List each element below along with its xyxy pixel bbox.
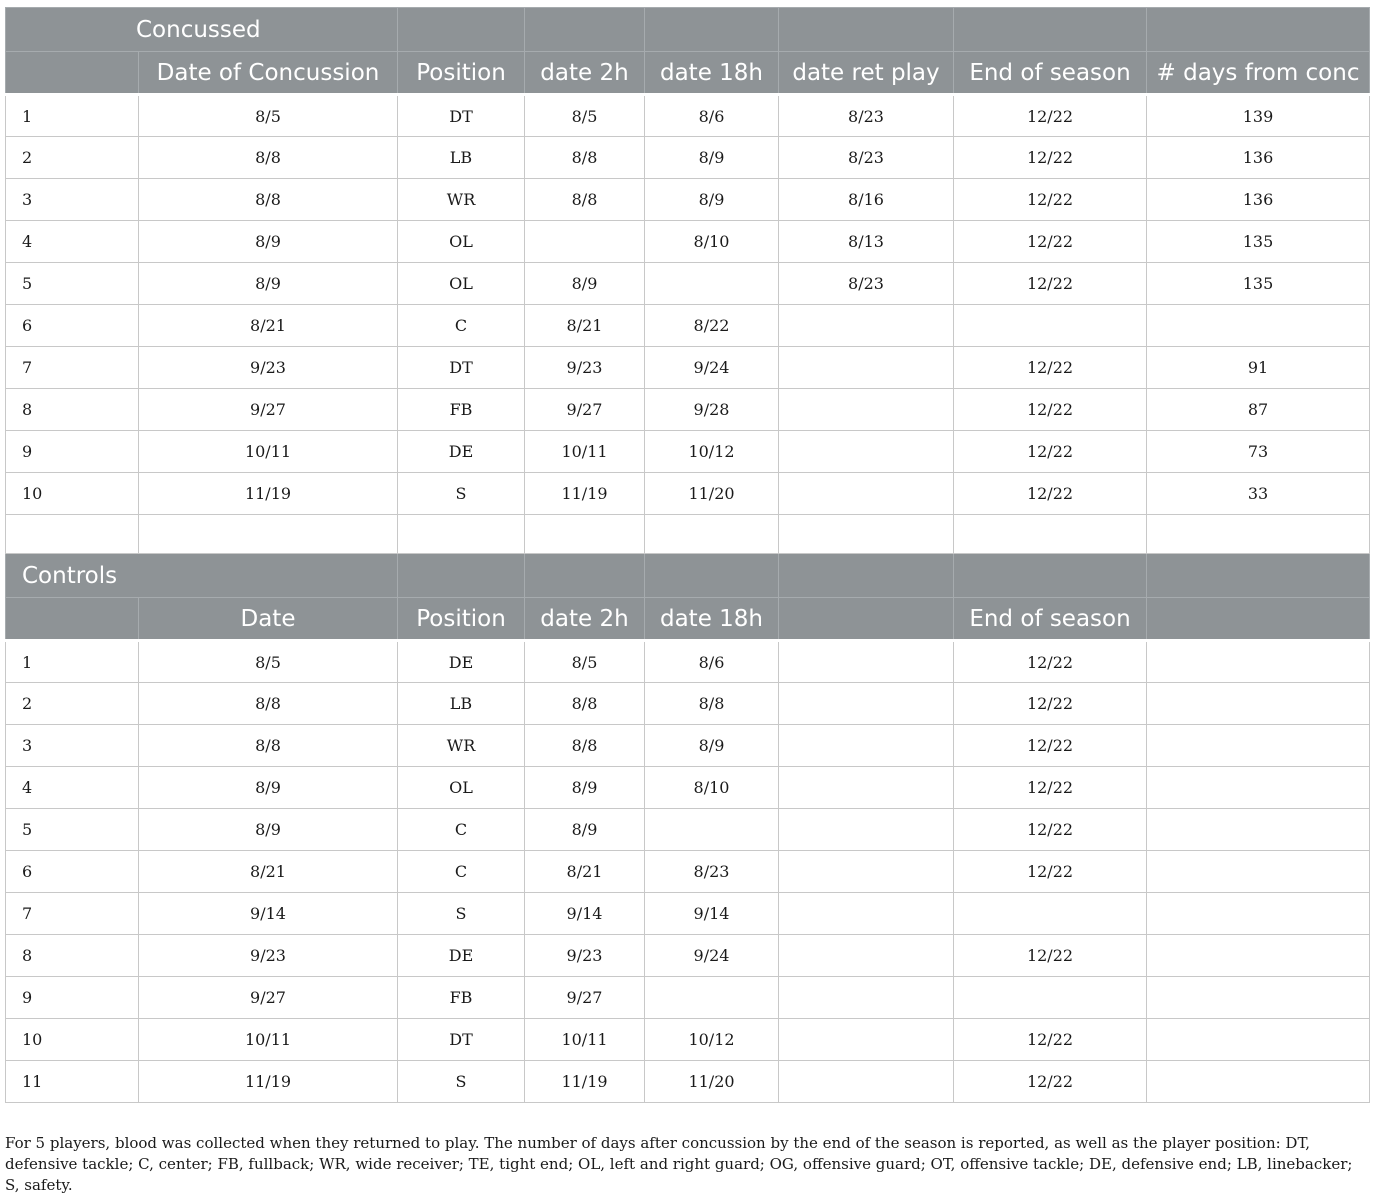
table-cell: 8/9 [139, 809, 398, 851]
table-cell: 136 [1147, 179, 1370, 221]
empty-cell [6, 515, 139, 554]
table-cell: 8/22 [645, 305, 779, 347]
table-cell: 8/21 [525, 851, 645, 893]
table-cell: 10/11 [139, 431, 398, 473]
table-cell: 10/12 [645, 1019, 779, 1061]
table-cell: 12/22 [954, 851, 1147, 893]
table-cell [1147, 767, 1370, 809]
table-cell: C [398, 851, 525, 893]
table-cell: 11/20 [645, 1061, 779, 1103]
row-number-cell: 2 [6, 683, 139, 725]
table-cell: 11/20 [645, 473, 779, 515]
concussed-section-title: Concussed [6, 8, 398, 52]
table-cell [779, 1019, 954, 1061]
header-cell [525, 554, 645, 598]
table-row [6, 977, 1370, 1019]
table-row [6, 809, 1370, 851]
row-number-cell: 4 [6, 221, 139, 263]
header-cell [525, 8, 645, 52]
table-cell: 12/22 [954, 221, 1147, 263]
column-header [1147, 598, 1370, 641]
table-cell: 11/19 [525, 1061, 645, 1103]
table-cell [1147, 809, 1370, 851]
table-cell: 12/22 [954, 683, 1147, 725]
table-cell: 10/11 [139, 1019, 398, 1061]
table-cell [779, 977, 954, 1019]
table-cell: 33 [1147, 473, 1370, 515]
table-cell: 8/13 [779, 221, 954, 263]
table-cell: OL [398, 767, 525, 809]
table-cell: 8/23 [645, 851, 779, 893]
table-cell: 12/22 [954, 431, 1147, 473]
table-row [6, 725, 1370, 767]
table-cell [1147, 641, 1370, 683]
row-number-cell: 9 [6, 977, 139, 1019]
table-cell: 9/23 [139, 347, 398, 389]
table-row [6, 305, 1370, 347]
table-cell: 8/9 [645, 179, 779, 221]
table-cell: 12/22 [954, 641, 1147, 683]
row-number-cell: 8 [6, 935, 139, 977]
table-cell: WR [398, 179, 525, 221]
table-cell: 8/8 [525, 137, 645, 179]
table-cell: 8/8 [139, 137, 398, 179]
table-cell [1147, 935, 1370, 977]
table-cell [779, 893, 954, 935]
column-header: date 18h [645, 598, 779, 641]
table-cell: 8/9 [645, 725, 779, 767]
concussed-column-header-row [6, 52, 1370, 95]
table-cell: DT [398, 95, 525, 137]
table-cell: 8/9 [525, 263, 645, 305]
table-cell: 9/14 [525, 893, 645, 935]
column-header [6, 598, 139, 641]
table-cell: 8/8 [139, 179, 398, 221]
table-cell: 8/9 [139, 263, 398, 305]
table-cell: OL [398, 263, 525, 305]
table-cell: DE [398, 641, 525, 683]
row-number-cell: 7 [6, 347, 139, 389]
table-cell: 9/14 [139, 893, 398, 935]
table-cell [645, 977, 779, 1019]
row-number-cell: 3 [6, 179, 139, 221]
table-cell [1147, 683, 1370, 725]
table-row [6, 389, 1370, 431]
table-cell: FB [398, 977, 525, 1019]
table-cell: OL [398, 221, 525, 263]
table-cell: 10/12 [645, 431, 779, 473]
table-cell [954, 893, 1147, 935]
row-number-cell: 10 [6, 473, 139, 515]
table-row [6, 221, 1370, 263]
table-cell [779, 431, 954, 473]
table-cell: 8/9 [645, 137, 779, 179]
table-row [6, 641, 1370, 683]
table-cell: 9/27 [139, 389, 398, 431]
table-cell: 9/27 [525, 389, 645, 431]
table-cell: 12/22 [954, 347, 1147, 389]
table-row [6, 263, 1370, 305]
table-cell: 12/22 [954, 1019, 1147, 1061]
table-cell: 8/23 [779, 95, 954, 137]
table-row [6, 935, 1370, 977]
column-header: Date [139, 598, 398, 641]
table-cell: C [398, 809, 525, 851]
table-cell [954, 305, 1147, 347]
table-cell: 8/23 [779, 137, 954, 179]
table-cell: 8/21 [139, 851, 398, 893]
table-row [6, 1061, 1370, 1103]
table-cell: 91 [1147, 347, 1370, 389]
row-number-cell: 4 [6, 767, 139, 809]
empty-cell [779, 515, 954, 554]
header-cell [954, 8, 1147, 52]
header-cell [398, 554, 525, 598]
table-cell: 9/27 [139, 977, 398, 1019]
table-cell: 8/5 [139, 95, 398, 137]
table-cell [1147, 1019, 1370, 1061]
table-footnote: For 5 players, blood was collected when they returned to play. The number of days after concussion by the end of the season is reported, as well as the player position: DT, defensive tackle; C, center; FB, fullback; WR, wide receiver; TE, tight end; OL, left and right guard; OG, offensive guard; OT, offensive tackle; DE, defensive end; LB, linebacker; S, safety. [5, 1134, 1353, 1194]
table-cell: 8/5 [525, 641, 645, 683]
table-cell [779, 935, 954, 977]
column-header: Position [398, 598, 525, 641]
table-cell: S [398, 473, 525, 515]
table-cell: 12/22 [954, 809, 1147, 851]
table-cell [779, 473, 954, 515]
header-cell [954, 554, 1147, 598]
table-cell [1147, 893, 1370, 935]
table-cell: 12/22 [954, 389, 1147, 431]
table-cell [779, 725, 954, 767]
table-cell: DE [398, 935, 525, 977]
table-cell [1147, 1061, 1370, 1103]
table-cell: 11/19 [525, 473, 645, 515]
table-cell [1147, 977, 1370, 1019]
table-cell: 135 [1147, 263, 1370, 305]
table-row [6, 347, 1370, 389]
row-number-cell: 7 [6, 893, 139, 935]
table-cell [779, 767, 954, 809]
row-number-cell: 6 [6, 851, 139, 893]
table-row [6, 179, 1370, 221]
table-cell: 8/8 [525, 179, 645, 221]
table-cell: 8/6 [645, 95, 779, 137]
column-header: date 2h [525, 52, 645, 95]
table-cell: 12/22 [954, 263, 1147, 305]
table-cell: 11/19 [139, 1061, 398, 1103]
table-cell: 8/10 [645, 767, 779, 809]
table-cell: DT [398, 347, 525, 389]
table-cell: 11/19 [139, 473, 398, 515]
concussed-title-row [6, 8, 1370, 52]
table-row [6, 893, 1370, 935]
row-number-cell: 5 [6, 263, 139, 305]
table-cell [779, 851, 954, 893]
table-cell [779, 305, 954, 347]
table-cell: 12/22 [954, 767, 1147, 809]
empty-cell [645, 515, 779, 554]
table-cell [645, 263, 779, 305]
header-cell [779, 554, 954, 598]
empty-cell [954, 515, 1147, 554]
table-cell [779, 809, 954, 851]
table-cell: 10/11 [525, 1019, 645, 1061]
table-cell: DE [398, 431, 525, 473]
table-cell: FB [398, 389, 525, 431]
row-number-cell: 1 [6, 641, 139, 683]
table-cell: WR [398, 725, 525, 767]
table-cell: 8/8 [525, 725, 645, 767]
table-cell: 8/16 [779, 179, 954, 221]
table-cell: 73 [1147, 431, 1370, 473]
table-cell [1147, 851, 1370, 893]
column-header: Position [398, 52, 525, 95]
table-row [6, 431, 1370, 473]
table-cell [1147, 725, 1370, 767]
table-cell: 8/21 [139, 305, 398, 347]
row-number-cell: 5 [6, 809, 139, 851]
table-cell [954, 977, 1147, 1019]
table-cell: 10/11 [525, 431, 645, 473]
table-cell: 9/23 [525, 935, 645, 977]
table-cell: 9/28 [645, 389, 779, 431]
table-cell: 9/14 [645, 893, 779, 935]
table-row [6, 767, 1370, 809]
table-cell: C [398, 305, 525, 347]
table-cell: DT [398, 1019, 525, 1061]
empty-cell [398, 515, 525, 554]
table-cell: 136 [1147, 137, 1370, 179]
table-cell: 12/22 [954, 95, 1147, 137]
row-number-cell: 10 [6, 1019, 139, 1061]
table-cell [779, 347, 954, 389]
controls-title-row [6, 554, 1370, 598]
spacer-row [6, 515, 1370, 554]
table-cell: 8/10 [645, 221, 779, 263]
data-table [5, 7, 1370, 1103]
table-cell: 8/8 [139, 683, 398, 725]
table-cell: 9/24 [645, 347, 779, 389]
table-row [6, 137, 1370, 179]
table-cell: 8/9 [525, 809, 645, 851]
table-cell: 139 [1147, 95, 1370, 137]
column-header: End of season [954, 598, 1147, 641]
column-header: date 18h [645, 52, 779, 95]
table-row [6, 95, 1370, 137]
column-header: date 2h [525, 598, 645, 641]
empty-cell [139, 515, 398, 554]
table-cell: 8/5 [139, 641, 398, 683]
table-cell: 8/21 [525, 305, 645, 347]
table-cell: 12/22 [954, 137, 1147, 179]
table-cell: 9/23 [139, 935, 398, 977]
table-cell [779, 683, 954, 725]
header-cell [1147, 554, 1370, 598]
table-cell: S [398, 1061, 525, 1103]
table-cell: LB [398, 137, 525, 179]
table-cell: 12/22 [954, 1061, 1147, 1103]
table-row [6, 1019, 1370, 1061]
row-number-cell: 6 [6, 305, 139, 347]
row-number-cell: 2 [6, 137, 139, 179]
table-cell [1147, 305, 1370, 347]
table-cell: 8/9 [525, 767, 645, 809]
header-cell [779, 8, 954, 52]
header-cell [398, 8, 525, 52]
table-cell: 8/9 [139, 767, 398, 809]
column-header [779, 598, 954, 641]
table-cell: 12/22 [954, 179, 1147, 221]
column-header: End of season [954, 52, 1147, 95]
table-cell: 9/24 [645, 935, 779, 977]
table-cell: 12/22 [954, 725, 1147, 767]
row-number-cell: 8 [6, 389, 139, 431]
table-cell: 12/22 [954, 935, 1147, 977]
empty-cell [1147, 515, 1370, 554]
column-header: # days from conc [1147, 52, 1370, 95]
column-header [6, 52, 139, 95]
table-cell: LB [398, 683, 525, 725]
table-cell: 9/27 [525, 977, 645, 1019]
column-header: date ret play [779, 52, 954, 95]
table-cell [645, 809, 779, 851]
table-cell: 9/23 [525, 347, 645, 389]
table-cell: S [398, 893, 525, 935]
row-number-cell: 3 [6, 725, 139, 767]
table-cell [779, 641, 954, 683]
header-cell [645, 554, 779, 598]
table-cell: 12/22 [954, 473, 1147, 515]
row-number-cell: 1 [6, 95, 139, 137]
row-number-cell: 11 [6, 1061, 139, 1103]
table-row [6, 683, 1370, 725]
header-cell [1147, 8, 1370, 52]
empty-cell [525, 515, 645, 554]
table-cell: 8/9 [139, 221, 398, 263]
controls-section-title: Controls [6, 554, 398, 598]
controls-column-header-row [6, 598, 1370, 641]
table-cell: 8/23 [779, 263, 954, 305]
table-row [6, 851, 1370, 893]
table-row [6, 473, 1370, 515]
header-cell [645, 8, 779, 52]
table-cell [779, 1061, 954, 1103]
table-cell [779, 389, 954, 431]
table-cell: 8/8 [525, 683, 645, 725]
table-cell: 8/6 [645, 641, 779, 683]
row-number-cell: 9 [6, 431, 139, 473]
table-cell: 87 [1147, 389, 1370, 431]
table-cell: 8/8 [139, 725, 398, 767]
table-cell: 8/8 [645, 683, 779, 725]
table-cell: 8/5 [525, 95, 645, 137]
table-cell: 135 [1147, 221, 1370, 263]
table-cell [525, 221, 645, 263]
column-header: Date of Concussion [139, 52, 398, 95]
